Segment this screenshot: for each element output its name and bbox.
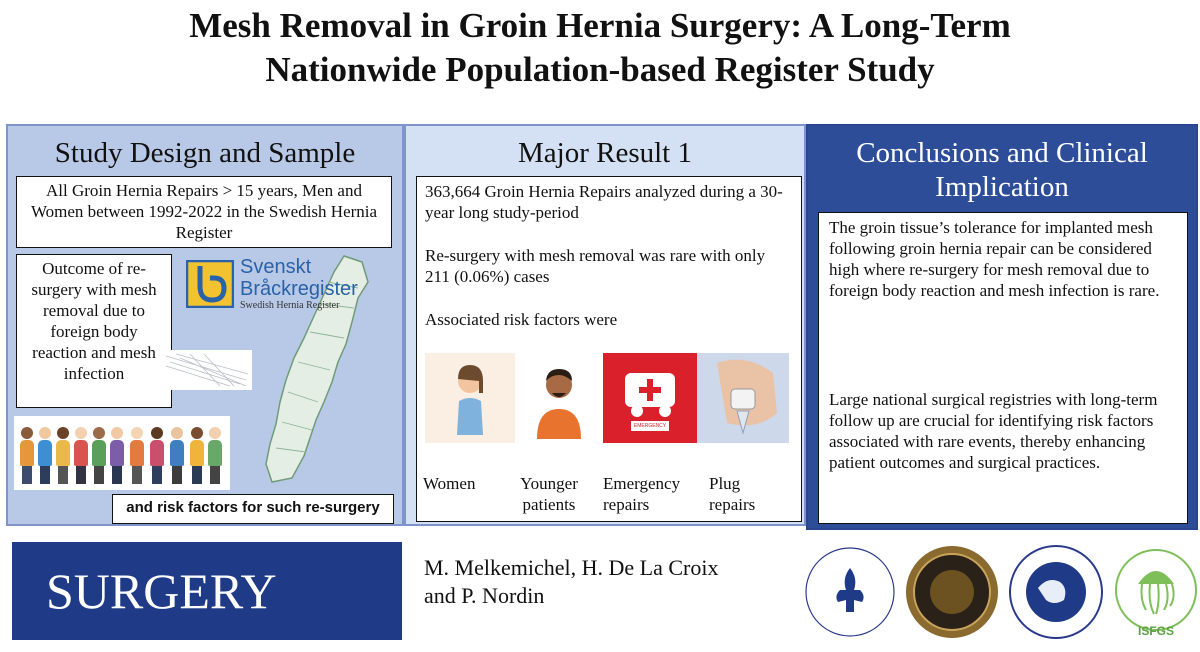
register-subtitle: Swedish Hernia Register bbox=[240, 300, 340, 311]
society-logos bbox=[800, 540, 1200, 648]
conclusions-panel bbox=[806, 124, 1198, 530]
title-line-1: Mesh Removal in Groin Hernia Surgery: A Long-Term bbox=[189, 6, 1011, 45]
risk-factors-box bbox=[112, 494, 394, 524]
emergency-tag: EMERGENCY bbox=[633, 423, 667, 429]
conclusions-p1: The groin tissue’s tolerance for implanted mesh following groin hernia repair can be considered high where re-surgery for mesh removal due to foreign body reaction and mesh infection is rare. bbox=[829, 218, 1160, 300]
plug-repair-icon bbox=[697, 353, 789, 443]
study-design-heading: Study Design and Sample bbox=[54, 137, 356, 169]
fleur-de-lis-society-logo bbox=[804, 546, 896, 638]
title-line-2: Nationwide Population-based Register Study bbox=[265, 50, 935, 89]
authors bbox=[424, 554, 794, 610]
outcome-box bbox=[16, 254, 172, 408]
ambulance-icon bbox=[603, 353, 697, 443]
conclusions-p2: Large national surgical registries with long-term follow up are crucial for identifying risk factors associated with rare events, thereby enhancing patient outcomes and surgical practices. bbox=[829, 390, 1158, 472]
result-p2: Re-surgery with mesh removal was rare with only 211 (0.06%) cases bbox=[425, 246, 766, 286]
authors-line-1: M. Melkemichel, H. De La Croix bbox=[424, 555, 719, 580]
result-p3: Associated risk factors were bbox=[425, 310, 618, 329]
isfgs-label: ISFGS bbox=[1137, 624, 1174, 638]
young-man-icon bbox=[515, 353, 603, 443]
outcome-text: Outcome of re-surgery with mesh removal due to foreign body reaction and mesh infection bbox=[31, 259, 157, 383]
study-population-text: All Groin Hernia Repairs > 15 years, Men and Women between 1992-2022 in the Swedish Hernia Register bbox=[30, 181, 378, 242]
woman-icon bbox=[425, 353, 515, 443]
risk-factor-icons bbox=[425, 353, 789, 443]
endoscopic-surgeons-globe-logo bbox=[1008, 544, 1104, 640]
register-name-line-2: Bråckregister bbox=[240, 278, 358, 300]
mesh-image bbox=[160, 350, 252, 390]
label-women: Women bbox=[423, 474, 476, 493]
diverse-people-image bbox=[14, 416, 230, 490]
authors-line-2: and P. Nordin bbox=[424, 583, 545, 608]
conclusions-heading: Conclusions and Clinical Implication bbox=[856, 137, 1148, 203]
major-result-panel bbox=[404, 124, 806, 526]
surgical-society-seal-logo bbox=[904, 544, 1000, 640]
risk-factors-text: and risk factors for such re-surgery bbox=[126, 499, 380, 516]
result-box bbox=[416, 176, 802, 522]
label-younger-patients: Younger patients bbox=[520, 474, 578, 514]
label-plug-repairs: Plug repairs bbox=[709, 474, 756, 514]
register-logo bbox=[182, 256, 396, 320]
conclusions-box bbox=[818, 212, 1188, 524]
study-design-panel bbox=[6, 124, 404, 526]
register-name-line-1: Svenskt bbox=[240, 256, 312, 278]
major-result-heading: Major Result 1 bbox=[518, 137, 692, 169]
poster-title bbox=[0, 4, 1200, 92]
study-population-box bbox=[16, 176, 392, 248]
register-logo-icon bbox=[186, 260, 234, 308]
label-emergency-repairs: Emergency repairs bbox=[603, 474, 681, 514]
journal-banner bbox=[12, 542, 402, 640]
result-p1: 363,664 Groin Hernia Repairs analyzed during a 30-year long study-period bbox=[425, 182, 783, 222]
journal-name: SURGERY bbox=[46, 563, 277, 619]
